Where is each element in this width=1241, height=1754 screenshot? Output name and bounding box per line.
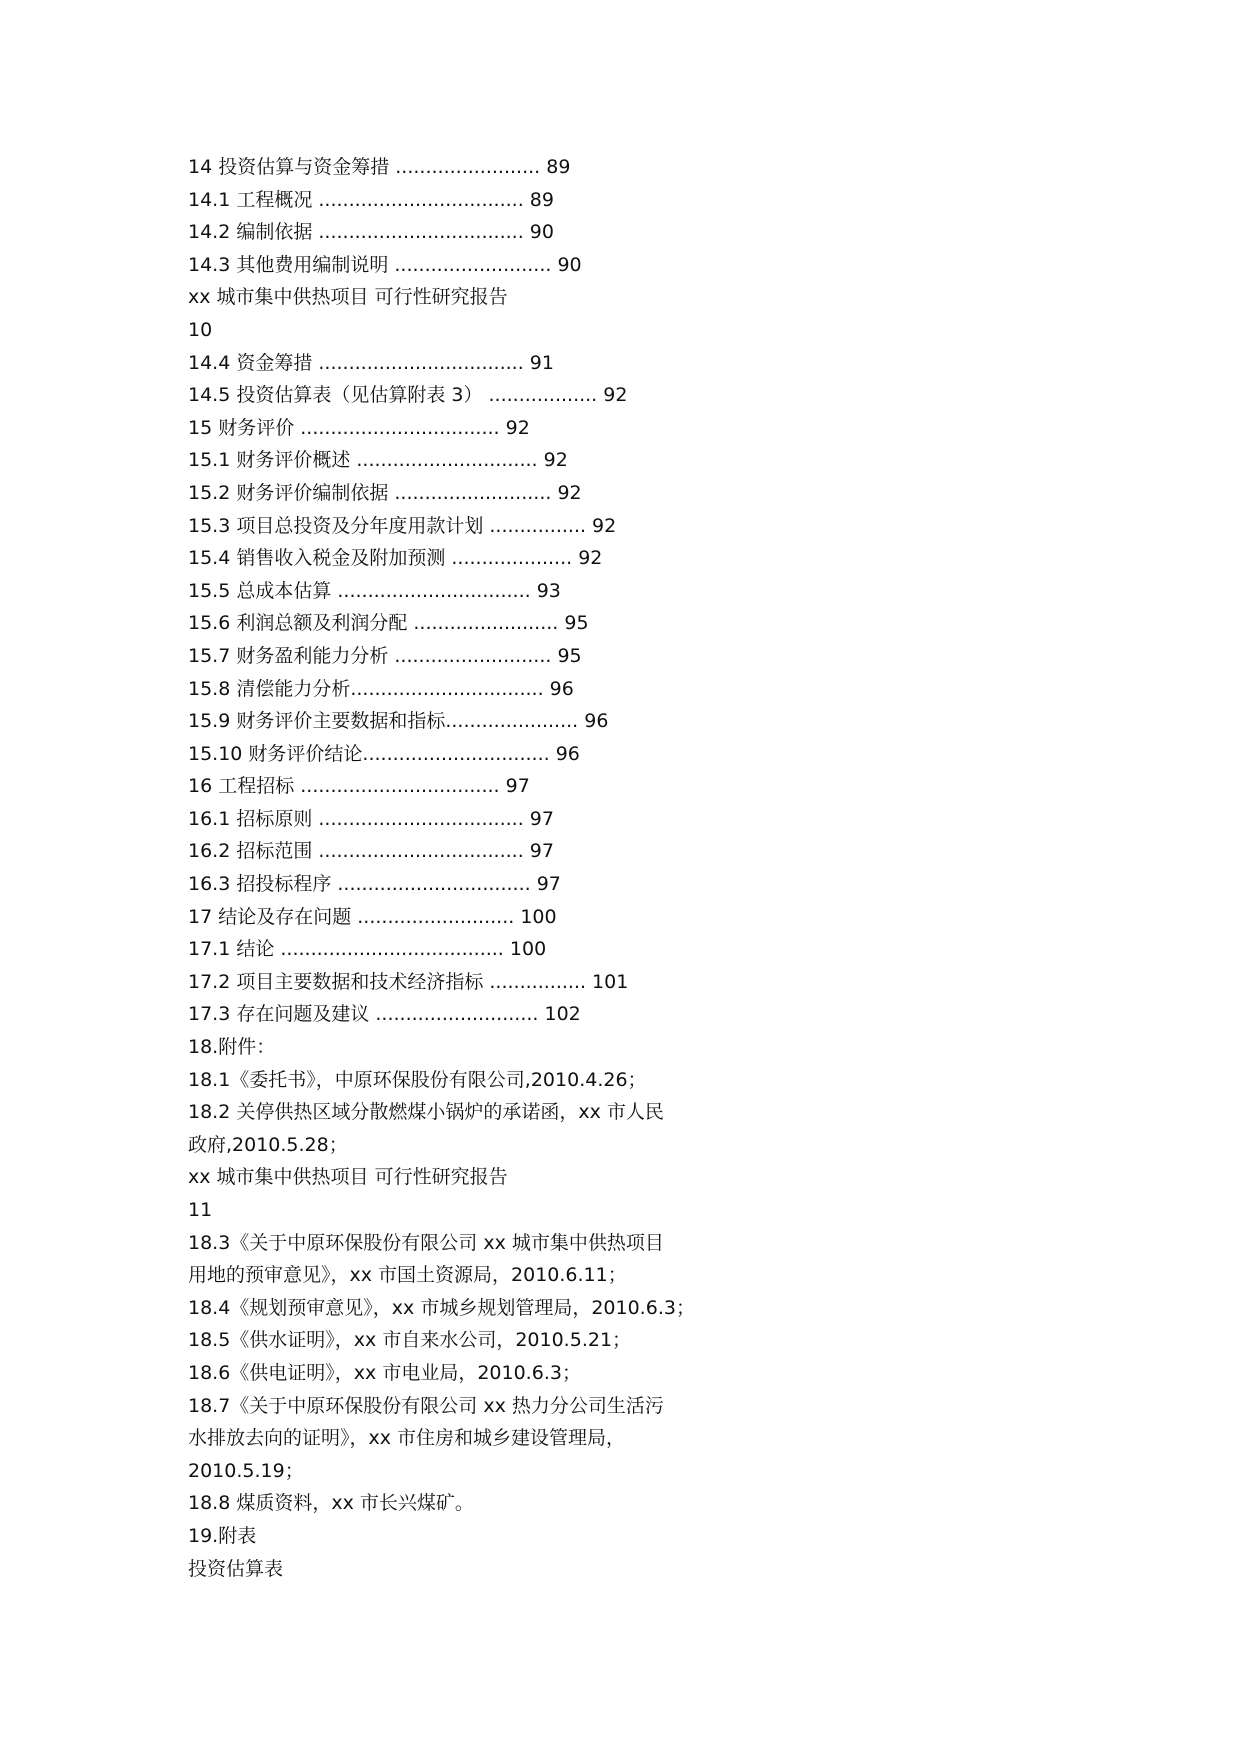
text-line: 18.附件： bbox=[188, 1036, 276, 1059]
text-line: 17.3 存在问题及建议 ........................... 102 bbox=[188, 1003, 581, 1026]
text-line: 15.9 财务评价主要数据和指标...................... 96 bbox=[188, 710, 609, 733]
text-line: 18.5《供水证明》，xx 市自来水公司，2010.5.21； bbox=[188, 1329, 632, 1352]
text-line: 水排放去向的证明》，xx 市住房和城乡建设管理局， bbox=[188, 1427, 626, 1450]
text-line: 2010.5.19； bbox=[188, 1459, 304, 1482]
text-line: 19.附表 bbox=[188, 1524, 257, 1547]
text-line: 15.6 利润总额及利润分配 ........................ 95 bbox=[188, 612, 589, 635]
text-line: 18.1《委托书》，中原环保股份有限公司,2010.4.26； bbox=[188, 1068, 647, 1091]
text-line: 14.1 工程概况 .................................. 89 bbox=[188, 188, 554, 211]
text-line: xx 城市集中供热项目 可行性研究报告 bbox=[188, 1166, 508, 1189]
text-line: 18.7《关于中原环保股份有限公司 xx 热力分公司生活污 bbox=[188, 1394, 664, 1417]
text-line: 政府,2010.5.28； bbox=[188, 1133, 348, 1156]
text-line: 15.4 销售收入税金及附加预测 .................... 92 bbox=[188, 547, 603, 570]
text-line: 17 结论及存在问题 .......................... 100 bbox=[188, 905, 557, 928]
text-line: 16 工程招标 ................................. 97 bbox=[188, 775, 530, 798]
text-line: xx 城市集中供热项目 可行性研究报告 bbox=[188, 286, 508, 309]
text-line: 15 财务评价 ................................. 92 bbox=[188, 416, 530, 439]
text-line: 15.2 财务评价编制依据 .......................... 92 bbox=[188, 481, 582, 504]
text-line: 18.4《规划预审意见》，xx 市城乡规划管理局，2010.6.3； bbox=[188, 1296, 695, 1319]
text-line: 14.4 资金筹措 .................................. 91 bbox=[188, 351, 554, 374]
text-line: 投资估算表 bbox=[188, 1557, 284, 1580]
text-line: 15.10 财务评价结论............................... 96 bbox=[188, 742, 580, 765]
text-line: 14.5 投资估算表（见估算附表 3） .................. 92 bbox=[188, 384, 628, 407]
text-line: 16.3 招投标程序 ................................ 97 bbox=[188, 873, 561, 896]
text-line: 15.7 财务盈利能力分析 .......................... 95 bbox=[188, 644, 582, 667]
text-line: 15.8 清偿能力分析................................ 96 bbox=[188, 677, 574, 700]
text-line: 18.2 关停供热区域分散燃煤小锅炉的承诺函，xx 市人民 bbox=[188, 1101, 664, 1124]
text-line: 用地的预审意见》，xx 市国土资源局，2010.6.11； bbox=[188, 1264, 627, 1287]
text-line: 18.6《供电证明》，xx 市电业局，2010.6.3； bbox=[188, 1361, 581, 1384]
text-line: 14.2 编制依据 .................................. 90 bbox=[188, 221, 554, 244]
document-body bbox=[188, 151, 748, 1585]
text-line: 18.8 煤质资料，xx 市长兴煤矿。 bbox=[188, 1492, 474, 1515]
text-line: 16.2 招标范围 .................................. 97 bbox=[188, 840, 554, 863]
text-line: 15.5 总成本估算 ................................ 93 bbox=[188, 579, 561, 602]
text-line: 10 bbox=[188, 318, 213, 341]
text-line: 16.1 招标原则 .................................. 97 bbox=[188, 807, 554, 830]
text-line: 18.3《关于中原环保股份有限公司 xx 城市集中供热项目 bbox=[188, 1231, 664, 1254]
text-line: 15.1 财务评价概述 .............................. 92 bbox=[188, 449, 568, 472]
text-line: 17.1 结论 ..................................... 100 bbox=[188, 938, 547, 961]
text-line: 15.3 项目总投资及分年度用款计划 ................ 92 bbox=[188, 514, 617, 537]
text-line: 14.3 其他费用编制说明 .......................... 90 bbox=[188, 253, 582, 276]
text-line: 11 bbox=[188, 1199, 213, 1221]
text-line: 17.2 项目主要数据和技术经济指标 ................ 101 bbox=[188, 970, 629, 993]
text-line: 14 投资估算与资金筹措 ........................ 89 bbox=[188, 156, 571, 178]
